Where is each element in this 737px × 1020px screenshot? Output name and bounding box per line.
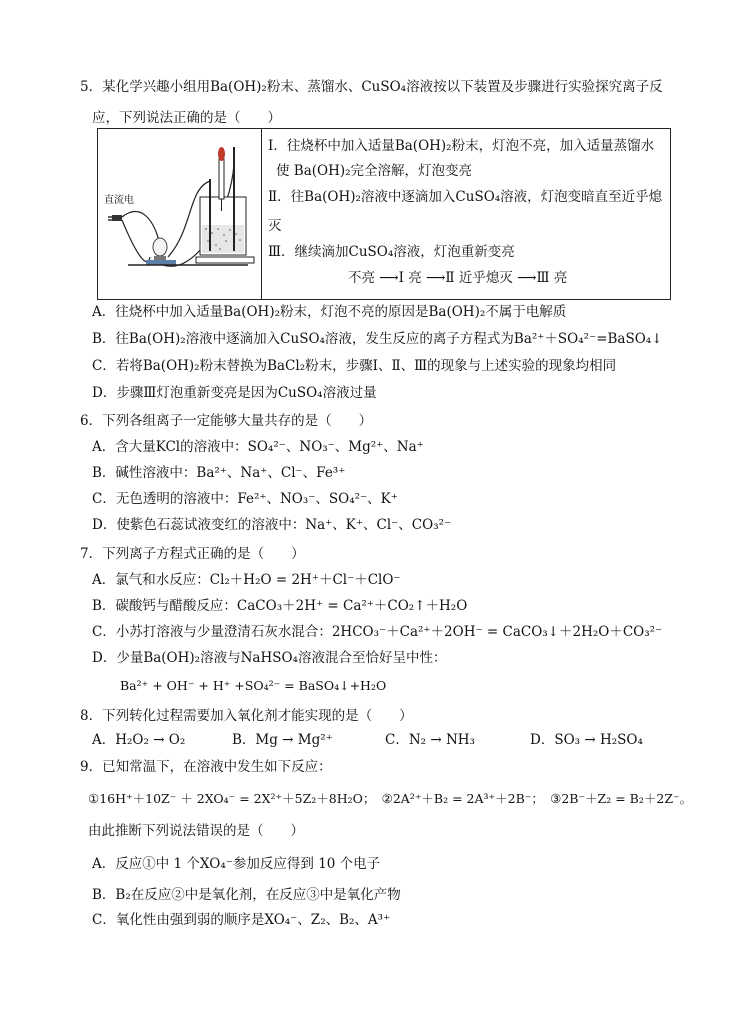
dropper-icon <box>219 159 224 199</box>
step1-line2: 使 Ba(OH)₂完全溶解，灯泡变亮 <box>276 163 473 179</box>
q7-option-d-equation: Ba²⁺ + OH⁻ + H⁺ +SO₄²⁻ = BaSO₄↓+H₂O <box>120 678 387 693</box>
q9-stem: 9．已知常温下，在溶液中发生如下反应： <box>80 759 332 775</box>
step3-line: Ⅲ．继续滴加CuSO₄溶液，灯泡重新变亮 <box>268 244 515 260</box>
q9-option-a: A．反应①中 1 个XO₄⁻参加反应得到 10 个电子 <box>92 856 381 872</box>
q7-option-b: B．碳酸钙与醋酸反应：CaCO₃＋2H⁺ = Ca²⁺＋CO₂↑＋H₂O <box>92 598 468 614</box>
q9-stem-2: 由此推断下列说法错误的是（ ） <box>88 823 304 839</box>
bulb-icon <box>153 238 167 256</box>
experiment-box <box>97 128 671 300</box>
q8-option-a: A．H₂O₂ → O₂ <box>92 732 186 748</box>
dc-power-label: 直流电 <box>104 195 134 206</box>
q6-stem: 6．下列各组离子一定能够大量共存的是（ ） <box>80 413 373 429</box>
q5-stem-line2: 应，下列说法正确的是（ ） <box>92 110 281 126</box>
plug-icon <box>112 215 122 221</box>
q6-option-d: D．使紫色石蕊试液变红的溶液中：Na⁺、K⁺、Cl⁻、CO₃²⁻ <box>92 517 452 533</box>
q7-option-c: C．小苏打溶液与少量澄清石灰水混合：2HCO₃⁻＋Ca²⁺＋2OH⁻ = CaCO₃↓＋2H₂O＋CO₃²⁻ <box>92 624 663 640</box>
q9-reactions: ①16H⁺＋10Z⁻ ＋ 2XO₄⁻ = 2X²⁺＋5Z₂＋8H₂O； ②2A²⁺＋B₂ = 2A³⁺＋2B⁻； ③2B⁻＋Z₂ = B₂＋2Z⁻。 <box>88 791 693 806</box>
q5-option-b: B．往Ba(OH)₂溶液中逐滴加入CuSO₄溶液，发生反应的离子方程式为Ba²⁺＋SO₄²⁻=BaSO₄↓ <box>92 331 663 347</box>
q8-option-b: B．Mg → Mg²⁺ <box>232 732 333 748</box>
step2-line2: 灭 <box>268 218 282 234</box>
q8-stem: 8．下列转化过程需要加入氧化剂才能实现的是（ ） <box>80 708 413 724</box>
q6-option-c: C．无色透明的溶液中：Fe²⁺、NO₃⁻、SO₄²⁻、K⁺ <box>92 491 398 507</box>
q7-option-a: A．氯气和水反应：Cl₂＋H₂O = 2H⁺＋Cl⁻＋ClO⁻ <box>92 572 401 588</box>
apparatus-figure <box>98 129 262 299</box>
q8-option-c: C．N₂ → NH₃ <box>385 732 475 748</box>
q7-option-d: D．少量Ba(OH)₂溶液与NaHSO₄溶液混合至恰好呈中性： <box>92 650 447 666</box>
q5-option-a: A．往烧杯中加入适量Ba(OH)₂粉末，灯泡不亮的原因是Ba(OH)₂不属于电解质 <box>92 304 567 320</box>
q6-option-a: A．含大量KCl的溶液中：SO₄²⁻、NO₃⁻、Mg²⁺、Na⁺ <box>92 439 424 455</box>
q5-stem-line1: 5．某化学兴趣小组用Ba(OH)₂粉末、蒸馏水、CuSO₄溶液按以下装置及步骤进行实验探究离子反 <box>80 79 663 95</box>
q7-stem: 7．下列离子方程式正确的是（ ） <box>80 546 305 562</box>
step2-line1: Ⅱ．往Ba(OH)₂溶液中逐滴加入CuSO₄溶液，灯泡变暗直至近乎熄 <box>268 189 663 205</box>
observation-flow: 不亮 ⟶Ⅰ 亮 ⟶Ⅱ 近乎熄灭 ⟶Ⅲ 亮 <box>348 270 568 286</box>
q9-option-c: C．氧化性由强到弱的顺序是XO₄⁻、Z₂、B₂、A³⁺ <box>92 912 391 928</box>
circuit-diagram <box>98 129 261 299</box>
step1-line1: Ⅰ．往烧杯中加入适量Ba(OH)₂粉末，灯泡不亮，加入适量蒸馏水 <box>268 138 655 154</box>
q5-option-c: C．若将Ba(OH)₂粉末替换为BaCl₂粉末，步骤Ⅰ、Ⅱ、Ⅲ的现象与上述实验的现象均相同 <box>92 358 617 374</box>
q6-option-b: B．碱性溶液中：Ba²⁺、Na⁺、Cl⁻、Fe³⁺ <box>92 465 346 481</box>
q8-option-d: D．SO₃ → H₂SO₄ <box>530 732 643 748</box>
q5-option-d: D．步骤Ⅲ灯泡重新变亮是因为CuSO₄溶液过量 <box>92 385 377 401</box>
q9-option-b: B．B₂在反应②中是氧化剂，在反应③中是氧化产物 <box>92 887 401 903</box>
